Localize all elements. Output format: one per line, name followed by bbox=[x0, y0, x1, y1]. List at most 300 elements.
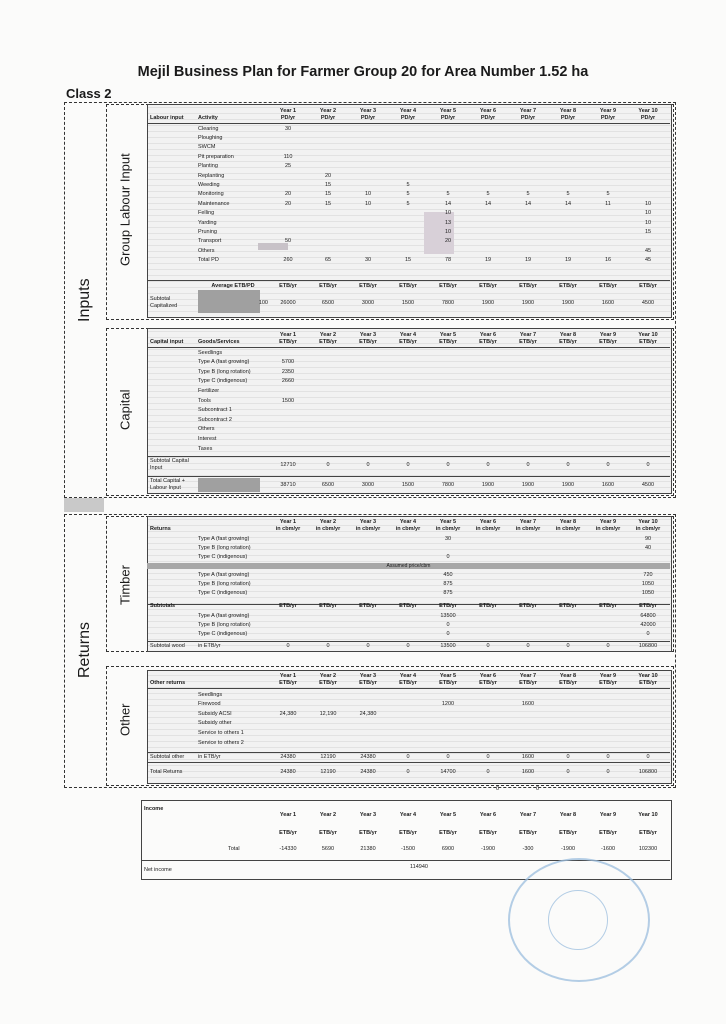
cell: 14 bbox=[524, 200, 532, 207]
subtotal-label: Subtotal Capitalized bbox=[150, 296, 178, 309]
capital-subtotal-row bbox=[150, 458, 668, 472]
row-label: Type C (indigenous) bbox=[198, 589, 248, 596]
cell: 450 bbox=[443, 571, 453, 578]
row-label: Monitoring bbox=[198, 191, 224, 198]
cell: 0 bbox=[606, 769, 610, 775]
row-label: Replanting bbox=[198, 172, 225, 179]
cell: 1600 bbox=[521, 769, 535, 775]
cell: 102300 bbox=[638, 845, 658, 852]
unit: ETB/yr bbox=[479, 283, 497, 289]
year-head: Year 7 ETB/yr bbox=[519, 812, 537, 836]
capital-row bbox=[150, 416, 668, 423]
year-head: Year 9 PD/yr bbox=[599, 108, 617, 121]
row-label: Tools bbox=[198, 397, 211, 404]
year-head: Year 7 in cbm/yr bbox=[515, 519, 541, 532]
cell: 13500 bbox=[440, 612, 456, 619]
cell: 38710 bbox=[280, 482, 296, 488]
capital-row bbox=[150, 445, 668, 452]
income-header bbox=[144, 806, 668, 836]
returns-label: Returns bbox=[76, 621, 93, 679]
cell: 12190 bbox=[320, 769, 336, 775]
cell: 0 bbox=[486, 753, 490, 760]
cell: 0 bbox=[566, 462, 570, 468]
capital-row bbox=[150, 407, 668, 414]
subtotal-label: Subtotal other bbox=[150, 753, 185, 760]
cell: 24380 bbox=[280, 753, 296, 760]
year-head: Year 3 ETB/yr bbox=[359, 812, 377, 836]
row-label: Seedlings bbox=[198, 349, 223, 356]
extra-zero: 0 bbox=[496, 786, 500, 792]
row-label: Subcontract 1 bbox=[198, 407, 232, 414]
cell: 30 bbox=[284, 125, 292, 132]
labour-row bbox=[150, 200, 668, 207]
labour-header bbox=[150, 106, 668, 122]
cell: 65 bbox=[324, 257, 332, 264]
row-label: Others bbox=[198, 426, 215, 433]
cell: -14330 bbox=[279, 845, 297, 852]
cell: 20 bbox=[324, 172, 332, 179]
year-head: Year 9 in cbm/yr bbox=[595, 519, 621, 532]
cell: 1900 bbox=[521, 300, 535, 306]
unit: ETB/yr bbox=[479, 603, 497, 609]
cell: 260 bbox=[283, 257, 293, 264]
cell: 0 bbox=[486, 462, 490, 468]
unit: ETB/yr bbox=[279, 283, 297, 289]
year-head: Year 4 in cbm/yr bbox=[395, 519, 421, 532]
cell: 1200 bbox=[441, 701, 455, 708]
unit: ETB/yr bbox=[519, 603, 537, 609]
cell: 875 bbox=[443, 589, 453, 596]
capital-sub-line bbox=[147, 456, 670, 457]
year-head: Year 3 PD/yr bbox=[359, 108, 377, 121]
cell: 0 bbox=[446, 621, 450, 628]
cell: -1900 bbox=[480, 845, 496, 852]
cell: 10 bbox=[644, 200, 652, 207]
row-label: Planting bbox=[198, 163, 218, 170]
year-head: Year 3 ETB/yr bbox=[359, 673, 377, 686]
row-label: Fertilizer bbox=[198, 387, 220, 394]
cell: 0 bbox=[366, 462, 370, 468]
year-head: Year 2 ETB/yr bbox=[319, 673, 337, 686]
capital-header-line bbox=[147, 347, 670, 348]
timber-price-row bbox=[150, 580, 668, 587]
cell: 7800 bbox=[441, 300, 455, 306]
other-return-row bbox=[150, 739, 668, 746]
row-label: Seedlings bbox=[198, 691, 223, 698]
cell: 15 bbox=[404, 257, 412, 264]
cell: 50 bbox=[284, 238, 292, 245]
cell: 14700 bbox=[440, 769, 456, 775]
cell: 0 bbox=[566, 642, 570, 649]
cell: 0 bbox=[406, 753, 410, 760]
subtotal-unit: in ETB/yr bbox=[198, 642, 221, 649]
cell: 1500 bbox=[401, 482, 415, 488]
cell: 14 bbox=[564, 200, 572, 207]
cell: 0 bbox=[406, 769, 410, 775]
class-label: Class 2 bbox=[66, 86, 112, 101]
labour-subtotal-row bbox=[150, 296, 668, 310]
cell: 6900 bbox=[441, 845, 455, 852]
row-label: Interest bbox=[198, 435, 217, 442]
row-label: Type B (long rotation) bbox=[198, 368, 251, 375]
year-head: Year 4 ETB/yr bbox=[399, 332, 417, 345]
row-label: Subcontract 2 bbox=[198, 416, 232, 423]
page-title: Mejil Business Plan for Farmer Group 20 for Area Number 1.52 ha bbox=[137, 64, 589, 80]
stamp-emblem bbox=[548, 890, 608, 950]
capital-row bbox=[150, 368, 668, 375]
year-head: Year 6 ETB/yr bbox=[479, 812, 497, 836]
cell: 0 bbox=[326, 642, 330, 649]
cell: 26000 bbox=[280, 300, 296, 306]
cell: 10 bbox=[364, 191, 372, 198]
unit: ETB/yr bbox=[439, 603, 457, 609]
row-label: Yarding bbox=[198, 219, 217, 226]
cell: -1500 bbox=[400, 845, 416, 852]
capital-row bbox=[150, 349, 668, 356]
year-head: Year 2 PD/yr bbox=[319, 108, 337, 121]
year-head: Year 1 in cbm/yr bbox=[275, 519, 301, 532]
row-label: Type A (fast growing) bbox=[198, 571, 250, 578]
row-label: Pit preparation bbox=[198, 153, 234, 160]
cell: 0 bbox=[566, 769, 570, 775]
row-label: Subsidy ACSI bbox=[198, 710, 232, 717]
row-label: Type B (long rotation) bbox=[198, 544, 251, 551]
labour-row bbox=[150, 134, 668, 141]
cell: 1600 bbox=[521, 753, 535, 760]
subtotal-unit: in ETB/yr bbox=[198, 753, 221, 760]
timber-label: Timber bbox=[117, 565, 133, 605]
labour-total-line bbox=[147, 280, 670, 281]
unit: ETB/yr bbox=[639, 603, 657, 609]
year-head: Year 5 ETB/yr bbox=[439, 812, 457, 836]
cell: 10 bbox=[644, 219, 652, 226]
capital-row bbox=[150, 435, 668, 442]
year-head: Year 10 ETB/yr bbox=[638, 673, 658, 686]
year-head: Year 4 ETB/yr bbox=[399, 673, 417, 686]
cell: 0 bbox=[446, 462, 450, 468]
other-header-line bbox=[147, 688, 670, 689]
other-return-row bbox=[150, 691, 668, 698]
timber-subtotal-row bbox=[150, 642, 668, 649]
year-head: Year 4 ETB/yr bbox=[399, 812, 417, 836]
labour-avg-row bbox=[150, 282, 668, 290]
cell: 20 bbox=[284, 200, 292, 207]
year-head: Year 10 ETB/yr bbox=[638, 332, 658, 345]
other-col1: Other returns bbox=[150, 680, 186, 686]
inputs-label: Inputs bbox=[76, 278, 93, 322]
cell: 0 bbox=[446, 630, 450, 637]
cell: 1500 bbox=[281, 397, 295, 404]
cell: 5 bbox=[406, 181, 410, 188]
year-head: Year 6 in cbm/yr bbox=[475, 519, 501, 532]
year-head: Year 7 PD/yr bbox=[519, 108, 537, 121]
row-label: Total PD bbox=[198, 257, 219, 264]
row-label: Type B (long rotation) bbox=[198, 621, 251, 628]
year-head: Year 10 ETB/yr bbox=[638, 812, 658, 836]
cell: 13500 bbox=[440, 642, 456, 649]
capital-row bbox=[150, 397, 668, 404]
cell: 64800 bbox=[640, 612, 656, 619]
cell: 0 bbox=[646, 753, 650, 760]
labour-row bbox=[150, 163, 668, 170]
timber-value-row bbox=[150, 612, 668, 619]
other-return-row bbox=[150, 729, 668, 736]
row-label: Clearing bbox=[198, 125, 219, 132]
cell: 12710 bbox=[280, 462, 296, 468]
cell: 0 bbox=[606, 753, 610, 760]
cell: 0 bbox=[486, 642, 490, 649]
cell: 10 bbox=[644, 210, 652, 217]
labour-row bbox=[150, 238, 668, 245]
cell: 5 bbox=[406, 200, 410, 207]
cell: 2660 bbox=[281, 378, 295, 385]
cell: 5 bbox=[486, 191, 490, 198]
cell: 0 bbox=[366, 642, 370, 649]
labour-row bbox=[150, 257, 668, 264]
unit: ETB/yr bbox=[559, 603, 577, 609]
year-head: Year 3 ETB/yr bbox=[359, 332, 377, 345]
row-label: Taxes bbox=[198, 445, 213, 452]
subtotals-label: Subtotals bbox=[150, 603, 176, 609]
labour-col1: Labour input bbox=[150, 115, 184, 121]
avg-label: Average ETB/PD bbox=[211, 283, 255, 289]
other-return-row bbox=[150, 701, 668, 708]
other-label: Other bbox=[117, 703, 133, 737]
cell: 1050 bbox=[641, 580, 655, 587]
labour-row bbox=[150, 210, 668, 217]
capital-label: Capital bbox=[117, 389, 133, 431]
cell: 24,380 bbox=[279, 710, 297, 717]
cell: 3000 bbox=[361, 482, 375, 488]
labour-header-line bbox=[147, 123, 670, 124]
group-labour-label: Group Labour Input bbox=[117, 153, 133, 267]
timber-volume-row bbox=[150, 535, 668, 542]
row-label: Weeding bbox=[198, 181, 220, 188]
labour-row bbox=[150, 228, 668, 235]
labour-row bbox=[150, 172, 668, 179]
cell: 0 bbox=[446, 753, 450, 760]
year-head: Year 4 PD/yr bbox=[399, 108, 417, 121]
cell: 4500 bbox=[641, 482, 655, 488]
cell: 19 bbox=[564, 257, 572, 264]
other-header bbox=[150, 671, 668, 687]
timber-subtotals-row bbox=[150, 602, 668, 610]
cell: 16 bbox=[604, 257, 612, 264]
cell: 10 bbox=[444, 228, 452, 235]
cell: 0 bbox=[526, 642, 530, 649]
cell: 1050 bbox=[641, 589, 655, 596]
year-head: Year 2 ETB/yr bbox=[319, 332, 337, 345]
row-label: Subsidy other bbox=[198, 720, 232, 727]
row-label: Type A (fast growing) bbox=[198, 359, 250, 366]
row-label: Others bbox=[198, 247, 215, 254]
cell: 25 bbox=[284, 163, 292, 170]
cell: 14 bbox=[444, 200, 452, 207]
row-label: Type B (long rotation) bbox=[198, 580, 251, 587]
cell: 13 bbox=[444, 219, 452, 226]
cell: 10 bbox=[364, 200, 372, 207]
cell: 24380 bbox=[280, 769, 296, 775]
year-head: Year 9 ETB/yr bbox=[599, 332, 617, 345]
unit: ETB/yr bbox=[439, 283, 457, 289]
avg-value: 100 bbox=[258, 300, 268, 306]
timber-price-row bbox=[150, 571, 668, 578]
subtotal-label: Subtotal wood bbox=[150, 642, 185, 649]
row-label: Maintenance bbox=[198, 200, 230, 207]
capital-row bbox=[150, 387, 668, 394]
year-head: Year 2 ETB/yr bbox=[319, 812, 337, 836]
row-label: Type C (indigenous) bbox=[198, 378, 248, 385]
unit: ETB/yr bbox=[399, 603, 417, 609]
cell: 1500 bbox=[401, 300, 415, 306]
total-label: Total Returns bbox=[150, 768, 183, 775]
year-head: Year 8 PD/yr bbox=[559, 108, 577, 121]
cell: 45 bbox=[644, 257, 652, 264]
capital-total-row bbox=[150, 478, 668, 492]
labour-row bbox=[150, 191, 668, 198]
other-subtotal-row bbox=[150, 753, 668, 760]
row-label: Type C (indigenous) bbox=[198, 553, 248, 560]
cell: 30 bbox=[364, 257, 372, 264]
timber-header bbox=[150, 517, 668, 533]
year-head: Year 6 ETB/yr bbox=[479, 673, 497, 686]
capital-row bbox=[150, 359, 668, 366]
row-label: Service to others 2 bbox=[198, 739, 244, 746]
year-head: Year 8 ETB/yr bbox=[559, 673, 577, 686]
cell: 0 bbox=[406, 642, 410, 649]
cell: 0 bbox=[446, 553, 450, 560]
year-head: Year 1 ETB/yr bbox=[279, 812, 297, 836]
year-head: Year 5 ETB/yr bbox=[439, 332, 457, 345]
cell: 12,190 bbox=[319, 710, 337, 717]
year-head: Year 6 PD/yr bbox=[479, 108, 497, 121]
row-label: Transport bbox=[198, 238, 222, 245]
cell: 1600 bbox=[601, 482, 615, 488]
year-head: Year 10 in cbm/yr bbox=[635, 519, 661, 532]
returns-total-row bbox=[150, 765, 668, 779]
net-income-value: 114940 bbox=[410, 864, 428, 870]
income-total-label: Total bbox=[228, 845, 240, 852]
year-head: Year 1 ETB/yr bbox=[279, 332, 297, 345]
labour-row bbox=[150, 125, 668, 132]
row-label: Service to others 1 bbox=[198, 729, 244, 736]
cell: 15 bbox=[644, 228, 652, 235]
other-return-row bbox=[150, 720, 668, 727]
other-return-row bbox=[150, 710, 668, 717]
labour-row bbox=[150, 144, 668, 151]
timber-volume-row bbox=[150, 553, 668, 560]
cell: 0 bbox=[646, 630, 650, 637]
year-head: Year 8 ETB/yr bbox=[559, 332, 577, 345]
cell: 0 bbox=[326, 462, 330, 468]
cell: 5 bbox=[446, 191, 450, 198]
cell: 10 bbox=[444, 210, 452, 217]
year-head: Year 8 in cbm/yr bbox=[555, 519, 581, 532]
cell: 15 bbox=[324, 181, 332, 188]
net-income-label: Net income bbox=[144, 867, 172, 873]
subtotal-label: Subtotal Capital Input bbox=[150, 458, 189, 471]
unit: ETB/yr bbox=[319, 283, 337, 289]
cell: 24,380 bbox=[359, 710, 377, 717]
cell: 0 bbox=[286, 642, 290, 649]
year-head: Year 1 ETB/yr bbox=[279, 673, 297, 686]
cell: 1900 bbox=[521, 482, 535, 488]
unit: ETB/yr bbox=[559, 283, 577, 289]
timber-volume-row bbox=[150, 544, 668, 551]
cell: 19 bbox=[524, 257, 532, 264]
year-head: Year 5 ETB/yr bbox=[439, 673, 457, 686]
cell: 875 bbox=[443, 580, 453, 587]
year-head: Year 9 ETB/yr bbox=[599, 673, 617, 686]
cell: 5 bbox=[526, 191, 530, 198]
year-head: Year 8 ETB/yr bbox=[559, 812, 577, 836]
unit: ETB/yr bbox=[279, 603, 297, 609]
year-head: Year 1 PD/yr bbox=[279, 108, 297, 121]
cell: 0 bbox=[566, 753, 570, 760]
cell: 106800 bbox=[638, 769, 658, 775]
cell: 2350 bbox=[281, 368, 295, 375]
cell: 1900 bbox=[481, 482, 495, 488]
cell: 0 bbox=[526, 462, 530, 468]
year-head: Year 5 in cbm/yr bbox=[435, 519, 461, 532]
unit: ETB/yr bbox=[399, 283, 417, 289]
year-head: Year 5 PD/yr bbox=[439, 108, 457, 121]
cell: 78 bbox=[444, 257, 452, 264]
year-head: Year 6 ETB/yr bbox=[479, 332, 497, 345]
row-label: Felling bbox=[198, 210, 215, 217]
cell: 110 bbox=[283, 153, 293, 160]
year-head: Year 7 ETB/yr bbox=[519, 332, 537, 345]
separator-bar bbox=[64, 498, 104, 512]
cell: 5700 bbox=[281, 359, 295, 366]
cell: 42000 bbox=[640, 621, 656, 628]
cell: 5 bbox=[606, 191, 610, 198]
cell: 1900 bbox=[561, 482, 575, 488]
cell: 106800 bbox=[638, 642, 658, 649]
year-head: Year 2 in cbm/yr bbox=[315, 519, 341, 532]
unit: ETB/yr bbox=[639, 283, 657, 289]
capital-col1: Capital input bbox=[150, 339, 184, 345]
timber-price-row bbox=[150, 589, 668, 596]
cell: 11 bbox=[605, 200, 611, 207]
year-head: Year 10 PD/yr bbox=[638, 108, 658, 121]
capital-total-line bbox=[147, 476, 670, 477]
year-head: Year 7 ETB/yr bbox=[519, 673, 537, 686]
capital-header bbox=[150, 330, 668, 346]
timber-col1: Returns bbox=[150, 526, 171, 532]
unit: ETB/yr bbox=[599, 283, 617, 289]
cell: -300 bbox=[522, 845, 534, 852]
unit: ETB/yr bbox=[599, 603, 617, 609]
cell: 24380 bbox=[360, 753, 376, 760]
cell: 4500 bbox=[641, 300, 655, 306]
cell: 21380 bbox=[360, 845, 376, 852]
extra-zero: 0 bbox=[536, 786, 540, 792]
cell: 12190 bbox=[320, 753, 336, 760]
cell: 6500 bbox=[321, 300, 335, 306]
labour-row bbox=[150, 219, 668, 226]
row-label: Firewood bbox=[198, 701, 221, 708]
unit: ETB/yr bbox=[359, 603, 377, 609]
price-band bbox=[147, 563, 670, 569]
row-label: Type C (indigenous) bbox=[198, 630, 248, 637]
cell: -1600 bbox=[600, 845, 616, 852]
timber-value-row bbox=[150, 621, 668, 628]
row-label: Pruning bbox=[198, 228, 217, 235]
cell: 24380 bbox=[360, 769, 376, 775]
cell: 20 bbox=[284, 191, 292, 198]
year-head: Year 9 ETB/yr bbox=[599, 812, 617, 836]
